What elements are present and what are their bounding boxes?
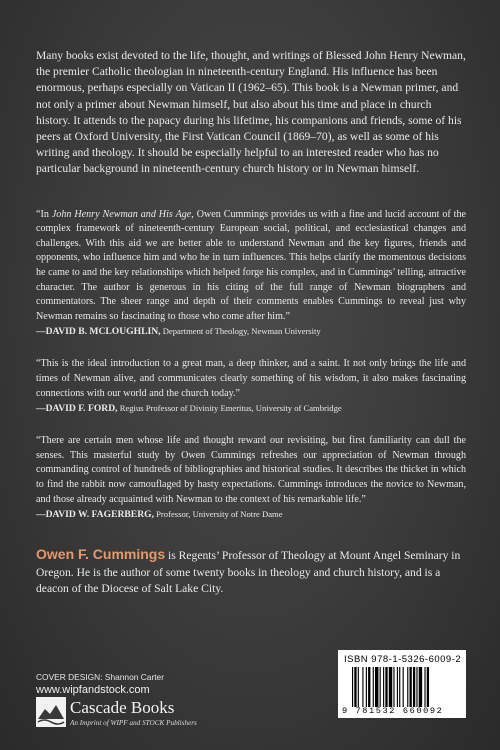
isbn-number: ISBN 978-1-5326-6009-2 <box>344 654 462 665</box>
author-bio-text: is Regents’ Professor of Theology at Mount Angel Seminary in Oregon. He is the author of some twenty books in theology and church history, and is a deacon of the Diocese of Salt Lake City. <box>36 549 461 595</box>
endorser-affiliation: Professor, University of Notre Dame <box>156 509 283 520</box>
endorser-name: —DAVID F. FORD, <box>36 403 118 415</box>
endorsement-2-quote: “This is the ideal introduction to a great man, a deep thinker, and a saint. It not only brings the life and times of Newman alive, and communicates clearly something of his wisdom, it also makes fascinating connections with our world and the church today.” <box>36 358 466 399</box>
cascade-logo-icon <box>36 697 66 727</box>
cover-design-credit: COVER DESIGN: Shannon Carter <box>36 672 165 682</box>
isbn-barcode <box>338 650 466 718</box>
author-bio <box>36 546 466 597</box>
barcode-icon <box>352 667 456 707</box>
endorser-name: —DAVID B. MCLOUGHLIN, <box>36 326 161 338</box>
publisher-tagline: An Imprint of WIPF and STOCK Publishers <box>70 719 197 727</box>
publisher-website: www.wipfandstock.com <box>36 684 150 696</box>
cover-credit <box>36 672 216 696</box>
endorser-affiliation: Regius Professor of Divinity Emeritus, University of Cambridge <box>119 403 342 414</box>
barcode-digits: 9 781532 660092 <box>342 706 444 716</box>
publisher-logo <box>36 697 256 731</box>
endorsement-2-attribution <box>36 403 466 414</box>
endorsement-2 <box>36 357 466 414</box>
quote-body: , Owen Cummings provides us with a fine and lucid account of the complex framework of nineteenth-century European social, political, and ecclesiastical changes and challenges. With this aid we are better able to understand Newman and the key figures, friends and opponents, who influence him and who he in turn influences. This helps clarify the momentous decisions he came to and the key relationships which helped forge his complex, and in Cummings’ telling, attractive character. The author is generous in his citing of the full range of Newman biographers and commentators. The sheer range and depth of their comments enables Cummings to reveal just why Newman remains so fascinating to those who come after him.” <box>36 208 466 322</box>
author-name: Owen F. Cummings <box>36 546 166 563</box>
endorsement-3-quote: “There are certain men whose life and thought reward our revisiting, but first familiarity can dull the senses. This masterful study by Owen Cummings refreshes our appreciation of Newman through commanding control of hundreds of bibliographies and historical studies. It describes the thicket in which to find the rabbit now camouflaged by hasty expectations. Cummings introduces the novice to Newman, and those already acquainted with Newman to the context of his remarkable life.” <box>36 435 466 505</box>
endorsement-1 <box>36 208 466 338</box>
endorsement-3-attribution <box>36 509 466 520</box>
endorsement-1-attribution <box>36 326 466 337</box>
back-cover-content <box>36 48 466 609</box>
book-description: Many books exist devoted to the life, thought, and writings of Blessed John Henry Newman, the premier Catholic theologian in nineteenth-century England. His influence has been enormous, perhaps especially on Vatican II (1962–65). This book is a Newman primer, and not only a primer about Newman himself, but also about his time and place in church history. It attends to the papacy during his lifetime, his companions and friends, some of his peers at Oxford University, the First Vatican Council (1869–70), as well as some of his writing and theology. It should be especially helpful to an interested reader who has no particular background in nineteenth-century church history or in Newman himself. <box>36 49 466 176</box>
endorser-name: —DAVID W. FAGERBERG, <box>36 509 154 521</box>
endorsement-3 <box>36 434 466 520</box>
quote-open: “In <box>36 208 52 220</box>
publisher-name: Cascade Books <box>70 698 175 717</box>
endorser-affiliation: Department of Theology, Newman University <box>162 326 321 337</box>
book-title-italic: John Henry Newman and His Age <box>51 208 192 220</box>
endorsement-1-quote <box>36 208 466 325</box>
